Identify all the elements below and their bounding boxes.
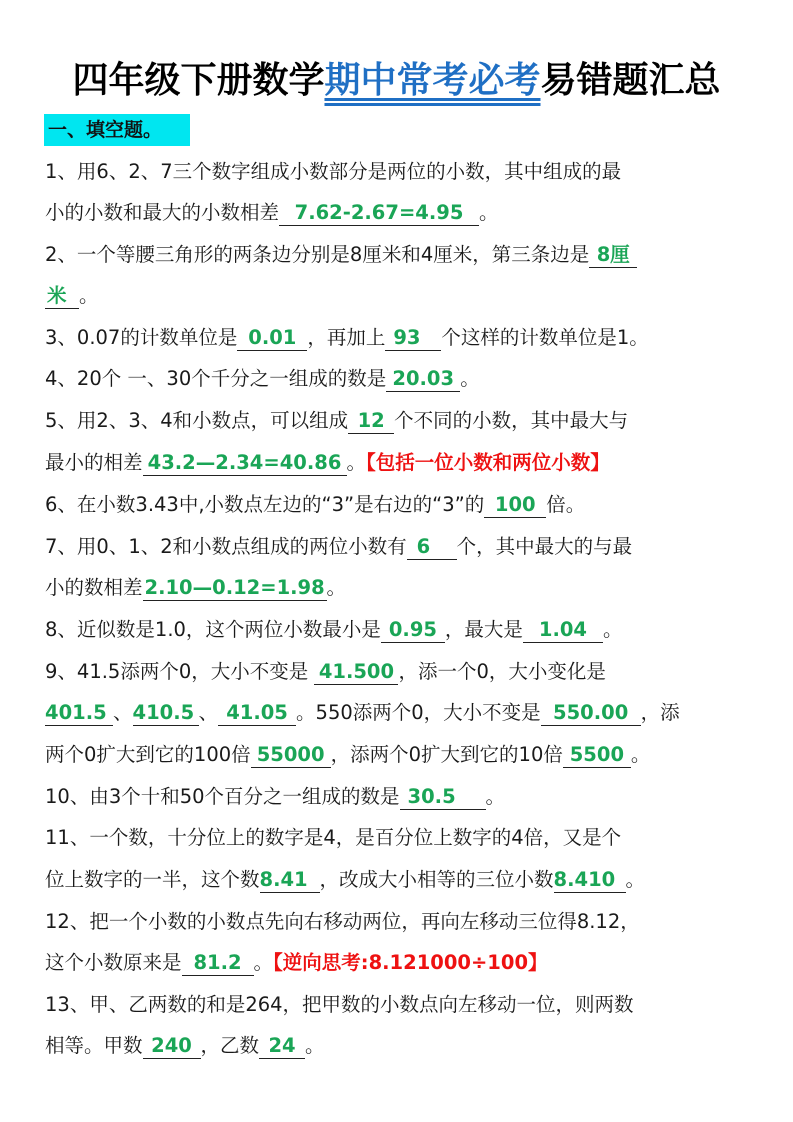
question-13-line-1: 13、甲、乙两数的和是264，把甲数的小数点向左移动一位，则两数 [45, 993, 634, 1016]
question-text: ，最大是 [444, 618, 523, 641]
question-text: 4、20个 一、30个千分之一组成的数是 [45, 367, 387, 390]
question-2-line-1 [45, 241, 637, 269]
question-text: 这个小数原来是 [45, 951, 182, 974]
question-text: 小的数相差 [45, 576, 143, 599]
question-10 [45, 783, 505, 811]
question-text: 7、用0、1、2和小数点组成的两位小数有 [45, 535, 407, 558]
question-text: 两个0扩大到它的100倍 [45, 743, 251, 766]
answer-blank: 7.62-2.67=4.95 [279, 201, 479, 226]
answer-blank: 43.2—2.34=40.86 [143, 451, 347, 476]
title-part1: 四年级下册数学 [72, 60, 325, 101]
question-text: 位上数字的一半，这个数 [45, 868, 260, 891]
answer-blank: 30.5 [400, 785, 486, 810]
question-text: 。 [625, 868, 646, 891]
question-text: 2、一个等腰三角形的两条边分别是8厘米和4厘米，第三条边是 [45, 243, 590, 266]
question-text: 5、用2、3、4和小数点，可以组成 [45, 409, 349, 432]
question-text: 3、0.07的计数单位是 [45, 326, 238, 349]
question-1-line-2 [45, 199, 499, 227]
question-2-line-2 [45, 282, 99, 310]
question-text: 。 [485, 785, 506, 808]
question-text: 6、在小数3.43中,小数点左边的“3”是右边的“3”的 [45, 493, 485, 516]
question-text: 最小的相差 [45, 451, 143, 474]
answer-blank: 24 [259, 1034, 305, 1059]
question-text: 。 [305, 1034, 325, 1057]
question-text: ，添两个0扩大到它的10倍 [330, 743, 563, 766]
question-text: 。 [630, 743, 651, 766]
question-text: 。 [479, 201, 499, 224]
hint-note: 【包括一位小数和两位小数】 [366, 451, 610, 474]
question-12-line-1: 12、把一个小数的小数点先向右移动两位，再向左移动三位得8.12， [45, 910, 640, 933]
answer-blank: 100 [484, 493, 546, 518]
question-text: 。 [460, 367, 480, 390]
answer-blank: 12 [348, 409, 394, 434]
question-12-line-2 [45, 949, 548, 977]
hint-note: 【逆向思考:8.121000÷100】 [273, 951, 548, 974]
question-text: ，再加上 [307, 326, 386, 349]
question-text: ，添 [640, 701, 680, 724]
question-text: 相等。甲数 [45, 1034, 143, 1057]
answer-blank: 1.04 [523, 618, 603, 643]
question-8 [45, 616, 622, 644]
question-9-line-1 [45, 658, 606, 686]
question-1-line-1: 1、用6、2、7三个数字组成小数部分是两位的小数，其中组成的最 [45, 160, 622, 183]
question-9-line-3 [45, 741, 650, 769]
title-highlight: 期中常考必考 [324, 60, 541, 101]
question-7-line-1 [45, 533, 632, 561]
question-5-line-2 [45, 449, 610, 477]
question-text: 。 [326, 576, 347, 599]
question-text: 。 [346, 451, 367, 474]
section-heading-fill-blank: 一、填空题。 [44, 114, 190, 146]
question-7-line-2 [45, 574, 346, 602]
answer-blank: 8.41 [260, 868, 320, 893]
answer-blank: 41.500 [314, 660, 398, 685]
question-text: 。 [79, 284, 99, 307]
answer-blank: 6 [407, 535, 457, 560]
question-5-line-1 [45, 407, 628, 435]
question-9-line-2 [45, 699, 680, 727]
answer-blank: 401.5 [45, 701, 113, 726]
question-6 [45, 491, 585, 519]
answer-blank: 0.95 [381, 618, 445, 643]
answer-blank: 410.5 [133, 701, 199, 726]
answer-blank: 81.2 [182, 951, 254, 976]
question-4 [45, 365, 480, 393]
question-text: 。 [253, 951, 274, 974]
question-13-line-2 [45, 1032, 325, 1060]
question-11-line-2 [45, 866, 645, 894]
question-text: 个，其中最大的与最 [456, 535, 633, 558]
answer-blank: 8.410 [554, 868, 626, 893]
answer-blank: 41.05 [218, 701, 296, 726]
answer-blank: 55000 [251, 743, 331, 768]
question-text: 8、近似数是1.0，这个两位小数最小是 [45, 618, 381, 641]
question-text: ，改成大小相等的三位小数 [319, 868, 554, 891]
answer-blank: 8厘 [589, 243, 637, 268]
question-text: 。550添两个0，大小不变是 [296, 701, 541, 724]
question-text: ，乙数 [200, 1034, 260, 1057]
page-title [0, 52, 793, 103]
answer-blank: 2.10—0.12=1.98 [144, 576, 325, 599]
question-text: 9、41.5添两个0，大小不变是 [45, 660, 309, 683]
question-text: 。 [602, 618, 623, 641]
answer-blank: 0.01 [237, 326, 307, 351]
answer-blank: 20.03 [386, 367, 460, 392]
question-text: 个这样的计数单位是1。 [441, 326, 649, 349]
answer-blank: 93 [385, 326, 441, 351]
answer-blank: 240 [143, 1034, 201, 1059]
answer-blank: 550.00 [541, 701, 641, 726]
question-text: 个不同的小数，其中最大与 [394, 409, 629, 432]
question-text: 10、由3个十和50个百分之一组成的数是 [45, 785, 400, 808]
answer-blank: 米 [45, 284, 79, 309]
question-text: 小的小数和最大的小数相差 [45, 201, 280, 224]
question-text: 、 [113, 701, 133, 724]
question-text: ，添一个0，大小变化是 [398, 660, 606, 683]
title-part2: 易错题汇总 [540, 60, 721, 101]
question-text: 、 [198, 701, 219, 724]
question-text: 倍。 [546, 493, 586, 516]
answer-blank: 5500 [563, 743, 631, 768]
question-11-line-1: 11、一个数，十分位上的数字是4，是百分位上数字的4倍，又是个 [45, 826, 622, 849]
question-3 [45, 324, 649, 352]
